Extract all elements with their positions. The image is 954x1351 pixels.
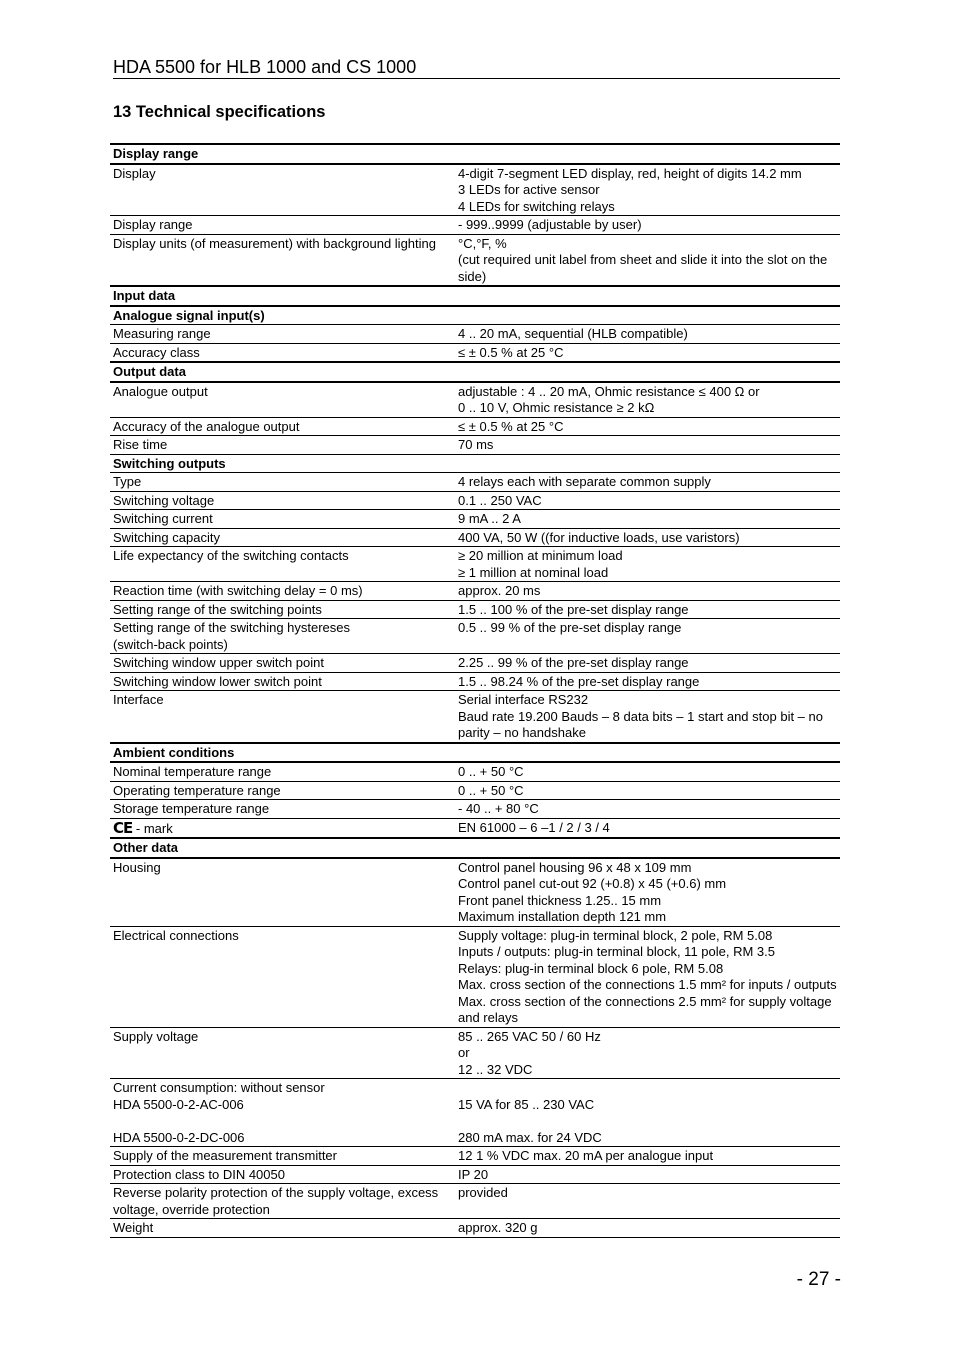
table-row [110, 858, 840, 927]
spec-value: 2.25 .. 99 % of the pre-set display range [455, 654, 840, 673]
table-row [110, 800, 840, 819]
table-row [110, 762, 840, 781]
spec-value: adjustable : 4 .. 20 mA, Ohmic resistance ≤ 400 Ω or 0 .. 10 V, Ohmic resistance ≥ 2 kΩ [455, 382, 840, 418]
spec-value: approx. 320 g [455, 1219, 840, 1238]
table-row [110, 473, 840, 492]
table-row [110, 234, 840, 286]
technical-specifications-table [110, 143, 840, 1238]
spec-value: Serial interface RS232 Baud rate 19.200 Bauds – 8 data bits – 1 start and stop bit – no parity – no handshake [455, 691, 840, 743]
spec-value: ≤ ± 0.5 % at 25 °C [455, 343, 840, 362]
spec-value: Supply voltage: plug-in terminal block, 2 pole, RM 5.08 Inputs / outputs: plug-in terminal block, 11 pole, RM 3.5 Relays: plug-in terminal block 6 pole, RM 5.08 Max. cross section of the connections 1.5 mm² for inputs / outputs Max. cross section of the connections 2.5 mm² for supply voltage and relays [455, 926, 840, 1027]
spec-label: Reverse polarity protection of the supply voltage, excess voltage, override protection [110, 1184, 455, 1219]
table-row [110, 654, 840, 673]
section-header: Input data [110, 286, 455, 306]
spec-label: Weight [110, 1219, 455, 1238]
spec-label: Switching capacity [110, 528, 455, 547]
spec-value: 9 mA .. 2 A [455, 510, 840, 529]
section-title: 13 Technical specifications [113, 103, 326, 121]
section-header: Other data [110, 838, 455, 858]
spec-label: Supply voltage [110, 1027, 455, 1079]
table-row [110, 1079, 840, 1147]
spec-label: Switching window lower switch point [110, 672, 455, 691]
section-header-row [110, 743, 840, 763]
spec-label: Accuracy class [110, 343, 455, 362]
spec-label: Protection class to DIN 40050 [110, 1165, 455, 1184]
subsection-header: Switching outputs [110, 454, 455, 473]
spec-label: Supply of the measurement transmitter [110, 1147, 455, 1166]
spec-value: 0 .. + 50 °C [455, 781, 840, 800]
spec-value: ≥ 20 million at minimum load ≥ 1 million at nominal load [455, 547, 840, 582]
spec-label: Switching window upper switch point [110, 654, 455, 673]
table-row [110, 1027, 840, 1079]
spec-value: 4-digit 7-segment LED display, red, height of digits 14.2 mm 3 LEDs for active sensor 4 LEDs for switching relays [455, 164, 840, 216]
spec-label: Setting range of the switching points [110, 600, 455, 619]
table-row [110, 818, 840, 838]
spec-value: - 40 .. + 80 °C [455, 800, 840, 819]
table-row [110, 164, 840, 216]
spec-value: provided [455, 1184, 840, 1219]
spec-label: Setting range of the switching hystereses (switch-back points) [110, 619, 455, 654]
table-row [110, 1184, 840, 1219]
spec-label: Nominal temperature range [110, 762, 455, 781]
table-row [110, 436, 840, 455]
spec-label: Storage temperature range [110, 800, 455, 819]
spec-label: Operating temperature range [110, 781, 455, 800]
spec-value: Control panel housing 96 x 48 x 109 mm Control panel cut-out 92 (+0.8) x 45 (+0.6) mm Front panel thickness 1.25.. 15 mm Maximum installation depth 121 mm [455, 858, 840, 927]
spec-value: 85 .. 265 VAC 50 / 60 Hz or 12 .. 32 VDC [455, 1027, 840, 1079]
spec-value: °C,°F, % (cut required unit label from sheet and slide it into the slot on the side) [455, 234, 840, 286]
spec-label: Switching voltage [110, 491, 455, 510]
spec-value: 1.5 .. 100 % of the pre-set display range [455, 600, 840, 619]
spec-value: ≤ ± 0.5 % at 25 °C [455, 417, 840, 436]
spec-value: 4 .. 20 mA, sequential (HLB compatible) [455, 325, 840, 344]
section-header-row [110, 144, 840, 164]
spec-label: Electrical connections [110, 926, 455, 1027]
table-row [110, 1219, 840, 1238]
table-row [110, 926, 840, 1027]
spec-label: Switching current [110, 510, 455, 529]
spec-value: - 999..9999 (adjustable by user) [455, 216, 840, 235]
spec-value: 70 ms [455, 436, 840, 455]
spec-label: Measuring range [110, 325, 455, 344]
spec-label: Type [110, 473, 455, 492]
table-row [110, 1147, 840, 1166]
table-row [110, 547, 840, 582]
spec-value: EN 61000 – 6 –1 / 2 / 3 / 4 [455, 818, 840, 838]
spec-label: Rise time [110, 436, 455, 455]
page-header-title: HDA 5500 for HLB 1000 and CS 1000 [113, 57, 840, 79]
section-header-row [110, 286, 840, 306]
section-header-row [110, 362, 840, 382]
spec-label: Accuracy of the analogue output [110, 417, 455, 436]
spec-label: Current consumption: without sensor HDA 5500-0-2-AC-006 HDA 5500-0-2-DC-006 [110, 1079, 455, 1147]
table-row [110, 582, 840, 601]
subsection-header-row [110, 454, 840, 473]
section-header: Display range [110, 144, 455, 164]
spec-value: IP 20 [455, 1165, 840, 1184]
table-row [110, 1165, 840, 1184]
spec-value: 0.1 .. 250 VAC [455, 491, 840, 510]
spec-label: Reaction time (with switching delay = 0 ms) [110, 582, 455, 601]
spec-label: Life expectancy of the switching contacts [110, 547, 455, 582]
spec-value: 4 relays each with separate common supply [455, 473, 840, 492]
ce-mark-icon: CE [113, 818, 133, 837]
table-row [110, 510, 840, 529]
table-row [110, 491, 840, 510]
table-row [110, 781, 840, 800]
table-row [110, 343, 840, 362]
spec-label: Display range [110, 216, 455, 235]
section-header-row [110, 838, 840, 858]
spec-value: 0.5 .. 99 % of the pre-set display range [455, 619, 840, 654]
table-row [110, 600, 840, 619]
spec-value: approx. 20 ms [455, 582, 840, 601]
table-row [110, 691, 840, 743]
spec-value: 0 .. + 50 °C [455, 762, 840, 781]
table-row [110, 528, 840, 547]
spec-value: 1.5 .. 98.24 % of the pre-set display range [455, 672, 840, 691]
spec-label [110, 818, 455, 838]
spec-label: Display [110, 164, 455, 216]
spec-value: 12 1 % VDC max. 20 mA per analogue input [455, 1147, 840, 1166]
spec-value: 400 VA, 50 W ((for inductive loads, use varistors) [455, 528, 840, 547]
subsection-header: Analogue signal input(s) [110, 306, 455, 325]
spec-label: Display units (of measurement) with background lighting [110, 234, 455, 286]
table-row [110, 382, 840, 418]
page-number: - 27 - [796, 1269, 841, 1290]
table-row [110, 619, 840, 654]
spec-label: Analogue output [110, 382, 455, 418]
spec-value: 15 VA for 85 .. 230 VAC 280 mA max. for 24 VDC [455, 1079, 840, 1147]
table-row [110, 216, 840, 235]
table-row [110, 417, 840, 436]
section-header: Output data [110, 362, 455, 382]
table-row [110, 325, 840, 344]
table-row [110, 672, 840, 691]
ce-mark-label: - mark [135, 820, 173, 836]
spec-label: Housing [110, 858, 455, 927]
spec-label: Interface [110, 691, 455, 743]
subsection-header-row [110, 306, 840, 325]
section-header: Ambient conditions [110, 743, 455, 763]
